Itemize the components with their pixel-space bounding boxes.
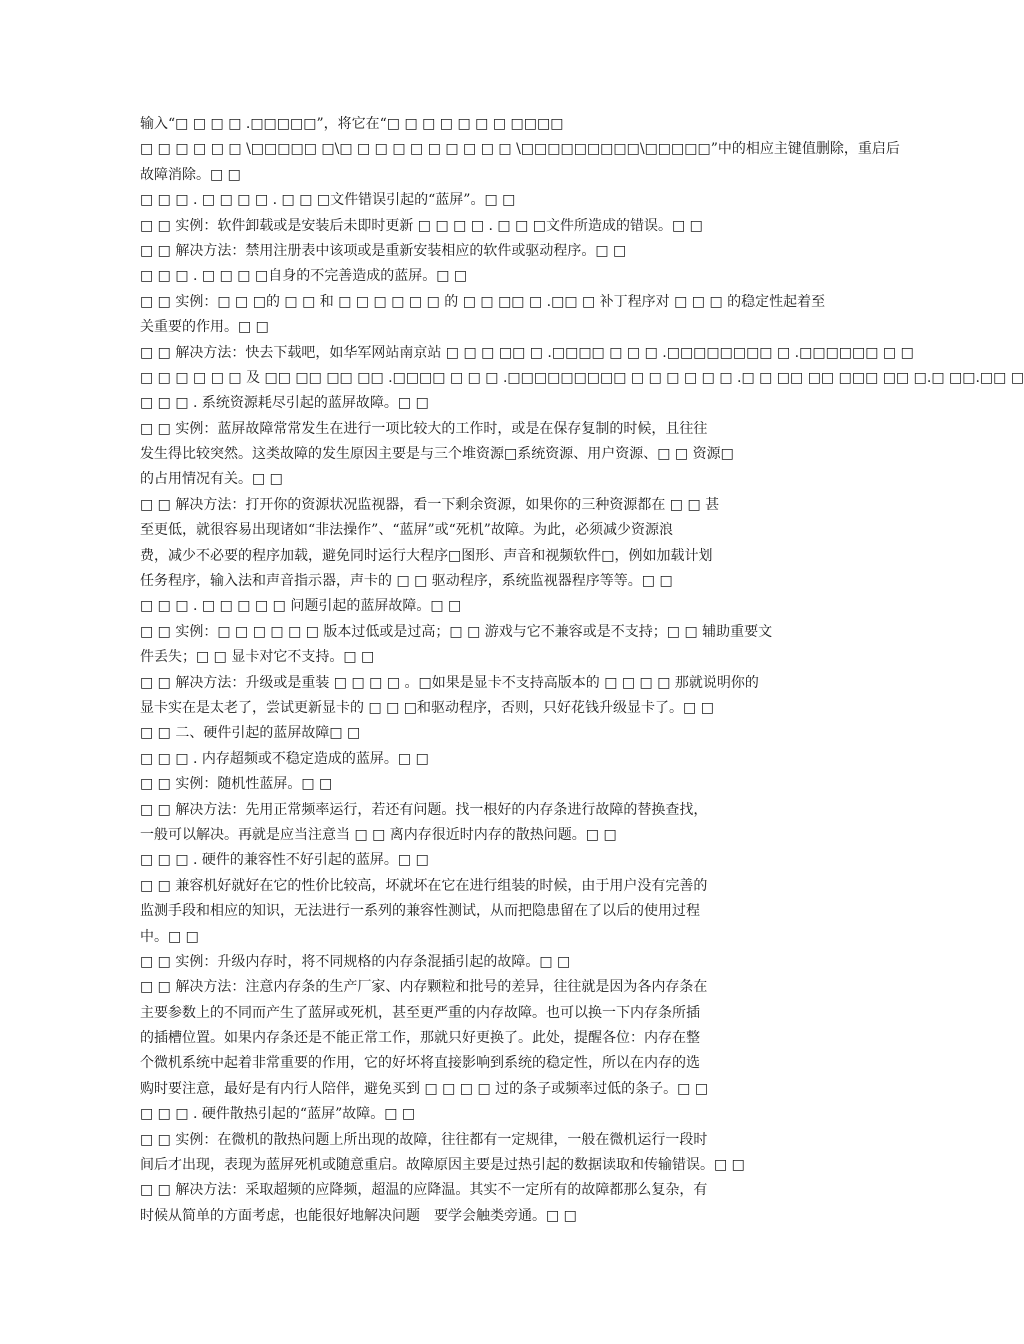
text-line: 一般可以解决。再就是应当注意当 □ □ 离内存很近时内存的散热问题。□ □: [140, 826, 617, 843]
text-line: 关重要的作用。□ □: [140, 319, 269, 336]
text-line: 的占用情况有关。□ □: [140, 471, 283, 488]
text-line: 故障消除。□ □: [140, 166, 241, 183]
text-line: □ □ 解决方法：升级或是重装 □ □ □ □ 。□如果是显卡不支持高版本的 □ □ □ □ 那就说明你的: [140, 674, 759, 691]
section-heading: □ □ □ . 内存超频或不稳定造成的蓝屏。□ □: [140, 750, 429, 767]
text-line: □ □ 实例：升级内存时，将不同规格的内存条混插引起的故障。□ □: [140, 953, 571, 970]
section-heading: □ □ □ . □ □ □ □ □ 问题引起的蓝屏故障。□ □: [140, 598, 462, 615]
text-line: □ □ 实例：□ □ □的 □ □ 和 □ □ □ □ □ □ 的 □ □ □□ □ .□□ □ 补丁程序对 □ □ □ 的稳定性起着至: [140, 293, 826, 310]
document-body: [140, 112, 1024, 1229]
text-line: 费，减少不必要的程序加载，避免同时运行大程序□图形、声音和视频软件□，例如加载计划: [140, 547, 713, 564]
text-line: □ □ 实例：□ □ □ □ □ □ 版本过低或是过高；□ □ 游戏与它不兼容或是不支持；□ □ 辅助重要文: [140, 623, 773, 640]
text-line: □ □ 解决方法：快去下载吧，如华军网站南京站 □ □ □ □□ □ .□□□□ □ □ □ .□□□□□□□□ □ .□□□□□□ □ □: [140, 344, 914, 361]
text-line: 间后才出现，表现为蓝屏死机或随意重启。故障原因主要是过热引起的数据读取和传输错误。□ □: [140, 1157, 745, 1174]
text-line: □ □ 解决方法：禁用注册表中该项或是重新安装相应的软件或驱动程序。□ □: [140, 242, 627, 259]
text-line: 个微机系统中起着非常重要的作用，它的好坏将直接影响到系统的稳定性，所以在内存的选: [140, 1055, 700, 1072]
section-heading: □ □ □ . 硬件的兼容性不好引起的蓝屏。□ □: [140, 852, 429, 869]
text-line: 件丢失；□ □ 显卡对它不支持。□ □: [140, 649, 375, 666]
section-heading: □ □ □ . □ □ □ □ . □ □ □文件错误引起的“蓝屏”。□ □: [140, 192, 516, 209]
text-line: □ □ 解决方法：打开你的资源状况监视器，看一下剩余资源，如果你的三种资源都在 □ □ 甚: [140, 496, 720, 513]
text-line: 时候从简单的方面考虑，也能很好地解决问题 要学会触类旁通。□ □: [140, 1207, 577, 1224]
text-line: 购时要注意，最好是有内行人陪伴，避免买到 □ □ □ □ 过的条子或频率过低的条子。□ □: [140, 1080, 709, 1097]
text-line: 显卡实在是太老了，尝试更新显卡的 □ □ □和驱动程序，否则，只好花钱升级显卡了。□ □: [140, 699, 714, 716]
text-line: □ □ 实例：蓝屏故障常常发生在进行一项比较大的工作时，或是在保存复制的时候，且往往: [140, 420, 708, 437]
text-line: □ □ 解决方法：注意内存条的生产厂家、内存颗粒和批号的差异，往往就是因为各内存条在: [140, 979, 708, 996]
text-line: □ □ 实例：随机性蓝屏。□ □: [140, 776, 333, 793]
text-line: □ □ 实例：软件卸载或是安装后未即时更新 □ □ □ □ . □ □ □文件所造成的错误。□ □: [140, 217, 703, 234]
text-line: 主要参数上的不同而产生了蓝屏或死机，甚至更严重的内存故障。也可以换一下内存条所插: [140, 1004, 700, 1021]
text-line: □ □ 解决方法：先用正常频率运行，若还有问题。找一根好的内存条进行故障的替换查找，: [140, 801, 708, 818]
section-heading: □ □ □ . 硬件散热引起的“蓝屏”故障。□ □: [140, 1106, 416, 1123]
text-line: 至更低，就很容易出现诸如“非法操作”、“蓝屏”或“死机”故障。为此，必须减少资源浪: [140, 522, 673, 539]
text-line: 中。□ □: [140, 928, 199, 945]
section-heading: □ □ □ . 系统资源耗尽引起的蓝屏故障。□ □: [140, 395, 429, 412]
text-line: □ □ □ □ □ □ 及 □□ □□ □□ □□ .□□□□ □ □ □ .□□□□□□□□□ □ □ □ □ □ □ .□ □ □□ □□ □□□ □□ □.□ □□.□□ □: [140, 369, 1024, 386]
text-line: □ □ 兼容机好就好在它的性价比较高，坏就坏在它在进行组装的时候，由于用户没有完善的: [140, 877, 708, 894]
text-line: 的插槽位置。如果内存条还是不能正常工作，那就只好更换了。此处，提醒各位：内存在整: [140, 1030, 700, 1047]
text-line: 发生得比较突然。这类故障的发生原因主要是与三个堆资源□系统资源、用户资源、□ □ 资源□: [140, 446, 734, 463]
chapter-heading: □ □ 二、硬件引起的蓝屏故障□ □: [140, 725, 361, 742]
text-line: 监测手段和相应的知识，无法进行一系列的兼容性测试，从而把隐患留在了以后的使用过程: [140, 903, 700, 920]
text-line: 任务程序，输入法和声音指示器，声卡的 □ □ 驱动程序，系统监视器程序等等。□ □: [140, 573, 673, 590]
text-line: □ □ □ □ □ □ \□□□□□ □\□ □ □ □ □ □ □ □ □ □ \□□□□□□□□□\□□□□□”中的相应主键值删除，重启后: [140, 141, 900, 158]
text-line: 输入“□ □ □ □ .□□□□□”，将它在“□ □ □ □ □ □ □ □□□□: [140, 116, 564, 132]
text-line: □ □ 解决方法：采取超频的应降频，超温的应降温。其实不一定所有的故障都那么复杂，有: [140, 1182, 708, 1199]
section-heading: □ □ □ . □ □ □ □自身的不完善造成的蓝屏。□ □: [140, 268, 468, 285]
text-line: □ □ 实例：在微机的散热问题上所出现的故障，往往都有一定规律，一般在微机运行一段时: [140, 1131, 708, 1148]
